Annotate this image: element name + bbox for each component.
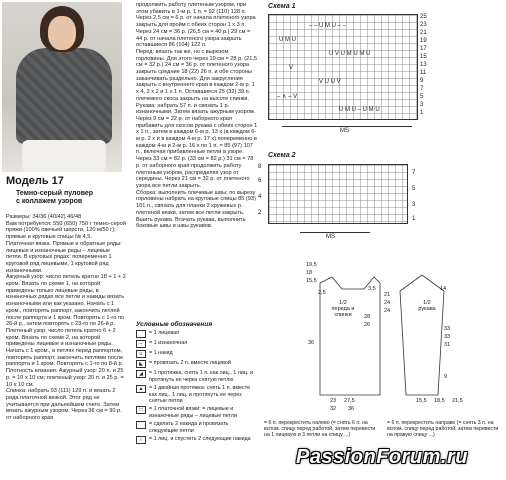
legend-item — [136, 406, 258, 419]
model-title: Модель 17 — [6, 175, 64, 187]
measure-label: 24 — [384, 308, 391, 314]
measure-label: 32 — [330, 406, 337, 412]
bottom-notes — [264, 420, 504, 439]
row-number: 23 — [420, 22, 427, 28]
row-number: 21 — [420, 30, 427, 36]
measure-label: 9 — [444, 374, 448, 380]
row-number: 4 — [258, 194, 262, 200]
measure-label: 3,5 — [368, 286, 376, 292]
legend-item — [136, 330, 258, 338]
legend-text: = 1 платочной вязки: = лицевые и изнаночные ряды – лицевые петли — [149, 406, 237, 419]
measure-label: 18 — [306, 270, 313, 276]
scheme1-symbols: – ∧ – V — [277, 94, 298, 100]
legend-symbol: ○ — [136, 436, 146, 444]
scheme1-symbols: U V U M U M U — [329, 51, 371, 57]
scheme1-symbols: V — [289, 65, 294, 71]
legend-symbol: ◢ — [136, 370, 146, 378]
watermark-logo: PassionForum.ru — [296, 446, 468, 468]
measure-label: 36 — [348, 406, 355, 412]
front-back-label: 1/2 переда и спинки — [331, 300, 355, 318]
legend-symbol: □ — [136, 406, 146, 414]
legend — [136, 322, 258, 446]
row-number: 1 — [412, 216, 416, 222]
instructions-column-2: продолжить работу плетеным узором, при этом убавить в 1-м р. 1 п. = 92 (110) 128 п. Через 2,5 см = 6 р. от начала плетеного узора закрыть для пройм с обеих сторон 1 х 3 п. Через 24 см = 36 р. (26,5 см = 40 р.) 29 см = 44 р. от начала плетеного узора закрыть оставшиеся 86 (104) 122 п. Перед: вязать так же, но с вырезом горловины. Для этого через 19 см = 28 р. (21,5 см = 32 р.) 24 см = 36 р. от плетеного узора закрыть средние 18 (22) 26 п. и обе стороны заканчивать раздельно. Для закругления закрыть с внутреннего края в каждом 2-м р. 1 х 4, 2 х 2 и 1 х 1 п. Оставшиеся 25 (32) 39 п. плечевого скоса закрыть на высоте спинки. Рукава: набрать 57 п. и связать 1 р. изнаночными. Затем вязать ажурным узором. Через 9 см = 22 р. от наборного края прибавить для скосов рукава с обеих сторон 1 х 1 п., затем в каждом 6-м р. 13 х (в каждом 6-м р. 2 х и в каждом 4-м р. 17 х) попеременно в каждом 4-м и 2-м р. 16 х по 1 п. = 85 (97) 107 п., включая прибавленные петли в узоре. Через 33 см = 82 р. (33 см = 82 р.) 31 см = 78 р. от наборного края продолжить работу плетеным узором, распределяя узор от середины. Через 21 см = 32 р. от плетеного узора все петли закрыть. Сборка: выполнить плечевые швы; по вырезу горловины набрать на круговые спицы 85 (93) 101 п., связать для планки 2 кружевых р. плетеной вязки, затем все петли закрыть. Вшить рукава. Втачать рукава, выполнить боковые швы и швы рукавов. — [136, 2, 258, 230]
row-number: 1 — [420, 110, 424, 116]
sleeve-label: 1/2 рукава — [418, 300, 436, 312]
row-number: 8 — [258, 164, 262, 170]
pants-shape — [22, 140, 106, 172]
measure-label: 2,5 — [318, 290, 326, 296]
measure-label: 27,5 — [344, 398, 355, 404]
legend-symbol: ◣ — [136, 360, 146, 368]
legend-text: = 1 накид — [149, 350, 173, 357]
legend-item — [136, 385, 258, 404]
scheme2-ms-bracket — [300, 232, 370, 233]
row-number: 5 — [412, 186, 416, 192]
legend-symbol: ∪ — [136, 350, 146, 358]
row-number: 7 — [412, 170, 416, 176]
measure-label: 33 — [444, 326, 451, 332]
model-subtitle: Темно-серый пуловер с коллажем узоров — [16, 190, 94, 205]
scheme2-title: Схема 2 — [268, 152, 296, 159]
front-back-piece — [320, 277, 380, 395]
measure-label: 24 — [384, 300, 391, 306]
scheme1-symbols: V U U V — [319, 79, 341, 85]
legend-text: = 1 двойная протяжка: снять 1 п. вместе как лиц., 1 лиц. и протянуть ее через снятые петли — [149, 385, 251, 405]
measure-label: 15,5 — [306, 278, 317, 284]
scheme1-title: Схема 1 — [268, 3, 296, 10]
measure-label: 26 — [364, 322, 371, 328]
row-number: 25 — [420, 14, 427, 20]
legend-item — [136, 370, 258, 383]
legend-item — [136, 340, 258, 348]
row-number: 11 — [420, 70, 427, 76]
row-number: 3 — [420, 102, 424, 108]
measure-label: 14 — [440, 286, 447, 292]
legend-heading: Условные обозначения — [136, 321, 213, 328]
scheme1-symbols: U M U — [279, 37, 296, 43]
measure-label: 19,5 — [306, 262, 317, 268]
legend-text: = 1 изнаночная — [149, 340, 188, 347]
measure-label: 21,5 — [452, 398, 463, 404]
scheme2-ms-label: MS — [326, 234, 335, 240]
measure-label: 15,5 — [416, 398, 427, 404]
sweater-shape — [16, 48, 112, 144]
legend-symbol: – — [136, 340, 146, 348]
legend-text: = сделать 2 накида и провязать следующие петли — [149, 421, 229, 434]
cross-right-note: = 6 п. перекрестить направо (= снять 3 п. на вспом. спицу перед работой, затем перевести на правую спицу ...) — [387, 420, 499, 439]
row-number: 13 — [420, 62, 427, 68]
legend-item — [136, 360, 258, 368]
legend-text: = 1 лицевая — [149, 330, 180, 337]
scheme1-grid — [268, 14, 418, 120]
measure-label: 36 — [308, 340, 315, 346]
row-number: 7 — [420, 86, 424, 92]
legend-symbol: ⌒ — [136, 421, 146, 429]
legend-symbol — [136, 330, 146, 338]
face-shape — [48, 16, 76, 50]
legend-text: = провязать 2 п. вместе лицевой — [149, 360, 231, 367]
row-number: 3 — [412, 202, 416, 208]
legend-text: = 1 протяжка: снять 1 п. как лиц., 1 лиц. и протянуть ее через снятую петлю — [149, 370, 253, 383]
instructions-column-1: Размеры: 34/36 (40/42) 46/48 Вам потребуется: 550 (650) 750 г темно-серой пряжи (100% овечьей шерсти, 120 м/50 г); прямые и круговые спицы № 4,5. Платочная вязка. Прямые и обратные ряды: лицевые и изнаночные ряды – лицевые петли. В круговых рядах: попеременно 1 круговой ряд лицевыми, 1 круговой ряд изнаночными. Ажурный узор: число петель кратно 18 + 1 + 2 кром. Вязать по схеме 1, на которой приведены только лицевые ряды, в изнаночных рядах все петли и накиды вязать изнаночными или как указано. Начать с 1 кром., повторять раппорт, закончить петлей после раппорта и 1 кром. Повторять с 1-го по 26-й р., затем повторять с 23-го по 26-й р. Плетеный узор: число петель кратно 6 + 2 кром. Вязать по схеме 2, на которой приведены лицевые и изнаночные ряды. Начать с 1 кром., в петлях перед раппортом, повторять раппорт, закончить петлями после раппорта и 1 кром. Повторять с 1-го по 8-й р. Плотность вязания. Ажурный узор: 20 п. и 25 р. = 10 х 10 см; плетеный узор: 20 п. и 25 р. = 10 х 10 см. Спинка: набрать 93 (111) 129 п. и вязать 2 ряда платочной вязкой. Этот ряд не учитывается при дальнейшем счете. Затем вязать ажурным узором. Через 36 см = 90 р. от наборного края — [6, 214, 126, 422]
legend-item — [136, 436, 258, 444]
measure-label: 21 — [384, 292, 391, 298]
measure-label: 33 — [444, 334, 451, 340]
row-number: 5 — [420, 94, 424, 100]
row-number: 17 — [420, 46, 427, 52]
scheme2-grid — [268, 164, 408, 224]
row-number: 19 — [420, 38, 427, 44]
row-number: 9 — [420, 78, 424, 84]
measure-label: 31 — [444, 342, 451, 348]
row-number: 2 — [258, 210, 262, 216]
legend-text: = 1 лиц. и спустить 2 следующие накида — [149, 436, 251, 443]
row-number: 15 — [420, 54, 427, 60]
sleeve-piece — [400, 275, 447, 395]
legend-item — [136, 421, 258, 434]
cross-left-note: = 6 п. перекрестить налево (= снять 6 п. на вспом. спицу перед работой, затем перевести на 1 лицевую и 3 петли на спицу ...) — [264, 420, 376, 439]
measure-label: 28 — [364, 314, 371, 320]
row-number: 6 — [258, 178, 262, 184]
scheme1-symbols: – – U M U – – — [309, 23, 347, 29]
pattern-pieces — [290, 255, 506, 415]
scheme1-ms-label: MS — [340, 128, 349, 134]
legend-item — [136, 350, 258, 358]
legend-symbol: ▲ — [136, 385, 146, 393]
measure-label: 18,5 — [434, 398, 445, 404]
scheme1-ms-bracket — [282, 126, 412, 127]
scheme1-symbols: U M U – U M U — [339, 107, 380, 113]
measure-label: 23 — [330, 398, 337, 404]
model-photo — [2, 2, 122, 172]
